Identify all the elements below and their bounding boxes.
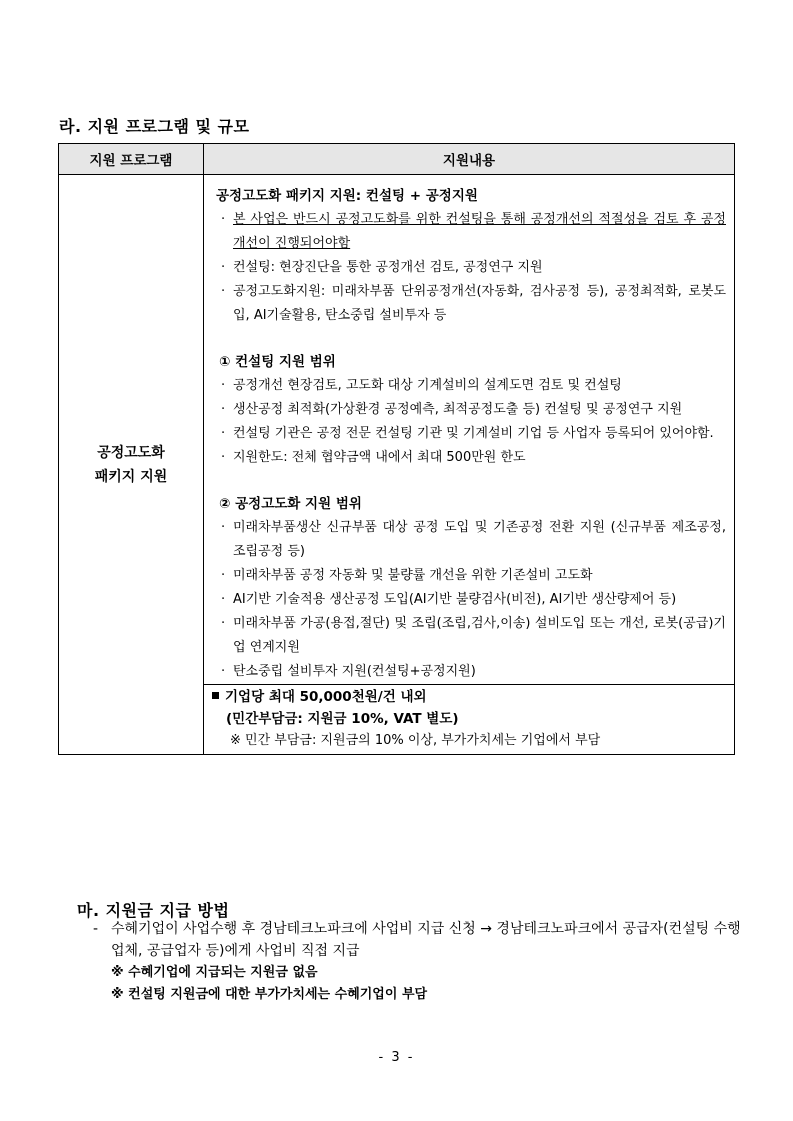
bullet-dot: · — [221, 664, 226, 679]
budget-main-text: 기업당 최대 50,000천원/건 내외 — [225, 689, 427, 705]
square-bullet-icon — [212, 692, 219, 699]
budget-cell — [204, 685, 735, 755]
process-item-text: 탄소중립 설비투자 지원(컨설팅+공정지원) — [233, 664, 476, 679]
bullet-dot: · — [221, 260, 226, 275]
list-item — [216, 564, 726, 588]
payment-note: ※ 컨설팅 지원금에 대한 부가가치세는 수혜기업이 부담 — [111, 987, 428, 1002]
process-heading: ② 공정고도화 지원 범위 — [219, 496, 362, 512]
list-item — [216, 374, 726, 398]
header-program: 지원 프로그램 — [59, 144, 204, 175]
budget-main — [212, 686, 726, 708]
process-item-text: 미래차부품생산 신규부품 대상 공정 도입 및 기존공정 전환 지원 (신규부품 제조공정, 조립공정 등) — [233, 520, 726, 559]
list-item — [216, 422, 726, 446]
support-program-table — [58, 143, 735, 755]
list-item — [216, 612, 726, 660]
budget-note: ※ 민간 부담금: 지원금의 10% 이상, 부가가치세는 기업에서 부담 — [230, 733, 601, 748]
intro-item-text: 본 사업은 반드시 공정고도화를 위한 컨설팅을 통해 공정개선의 적절성을 검토 후 공정개선이 진행되어야함 — [233, 212, 726, 251]
bullet-dot: · — [221, 402, 226, 417]
list-item — [216, 516, 726, 564]
page-number: - 3 - — [378, 1050, 415, 1065]
bullet-dot: · — [221, 616, 226, 631]
list-item — [216, 446, 726, 470]
consulting-item-text: 지원한도: 전체 협약금액 내에서 최대 500만원 한도 — [233, 450, 526, 465]
table-header-row — [59, 144, 735, 175]
payment-description-text: 수혜기업이 사업수행 후 경남테크노파크에 사업비 지급 신청 → 경남테크노파크에서 공급자(컨설팅 수행업체, 공급업자 등)에게 사업비 직접 지급 — [111, 921, 741, 959]
section-title-payment-method: 마. 지원금 지급 방법 — [77, 901, 230, 920]
process-item-text: AI기반 기술적용 생산공정 도입(AI기반 불량검사(비전), AI기반 생산량제어 등) — [233, 592, 677, 607]
header-content: 지원내용 — [204, 144, 735, 175]
list-item — [216, 588, 726, 612]
bullet-dot: · — [221, 212, 226, 227]
payment-description — [93, 918, 753, 962]
bullet-dot: · — [221, 284, 226, 299]
process-item-text: 미래차부품 공정 자동화 및 불량률 개선을 위한 기존설비 고도화 — [233, 568, 593, 583]
bullet-dot: · — [221, 426, 226, 441]
bullet-dot: · — [221, 520, 226, 535]
list-item — [216, 280, 726, 328]
bullet-dot: · — [221, 450, 226, 465]
payment-method-block — [93, 918, 753, 1006]
dash-bullet: - — [93, 921, 99, 937]
intro-item-text: 공정고도화지원: 미래차부품 단위공정개선(자동화, 검사공정 등), 공정최적화, 로봇도입, AI기술활용, 탄소중립 설비투자 등 — [233, 284, 726, 323]
list-item — [216, 208, 726, 256]
process-item-text: 미래차부품 가공(용접,절단) 및 조립(조립,검사,이송) 설비도입 또는 개선, 로봇(공급)기업 연계지원 — [233, 616, 726, 655]
payment-note: ※ 수혜기업에 지급되는 지원금 없음 — [111, 965, 318, 980]
bullet-dot: · — [221, 378, 226, 393]
program-name-cell — [59, 175, 204, 755]
list-item — [216, 256, 726, 280]
consulting-heading: ① 컨설팅 지원 범위 — [219, 354, 336, 370]
bullet-dot: · — [221, 568, 226, 583]
list-item — [216, 660, 726, 684]
package-heading: 공정고도화 패키지 지원: 컨설팅 + 공정지원 — [216, 188, 478, 204]
consulting-item-text: 컨설팅 기관은 공정 전문 컨설팅 기관 및 기계설비 기업 등 사업자 등록되어 있어야함. — [233, 426, 714, 441]
section-title-support-program: 라. 지원 프로그램 및 규모 — [59, 117, 250, 136]
consulting-item-text: 공정개선 현장검토, 고도화 대상 기계설비의 설계도면 검토 및 컨설팅 — [233, 378, 622, 393]
program-name-line2: 패키지 지원 — [94, 468, 168, 485]
program-content-cell — [204, 175, 735, 685]
budget-private-share: (민간부담금: 지원금 10%, VAT 별도) — [226, 711, 459, 727]
consulting-item-text: 생산공정 최적화(가상환경 공정예측, 최적공정도출 등) 컨설팅 및 공정연구 지원 — [233, 402, 683, 417]
table-row — [59, 175, 735, 685]
program-name-line1: 공정고도화 — [97, 444, 165, 461]
list-item — [216, 398, 726, 422]
intro-item-text: 컨설팅: 현장진단을 통한 공정개선 검토, 공정연구 지원 — [233, 260, 543, 275]
bullet-dot: · — [221, 592, 226, 607]
